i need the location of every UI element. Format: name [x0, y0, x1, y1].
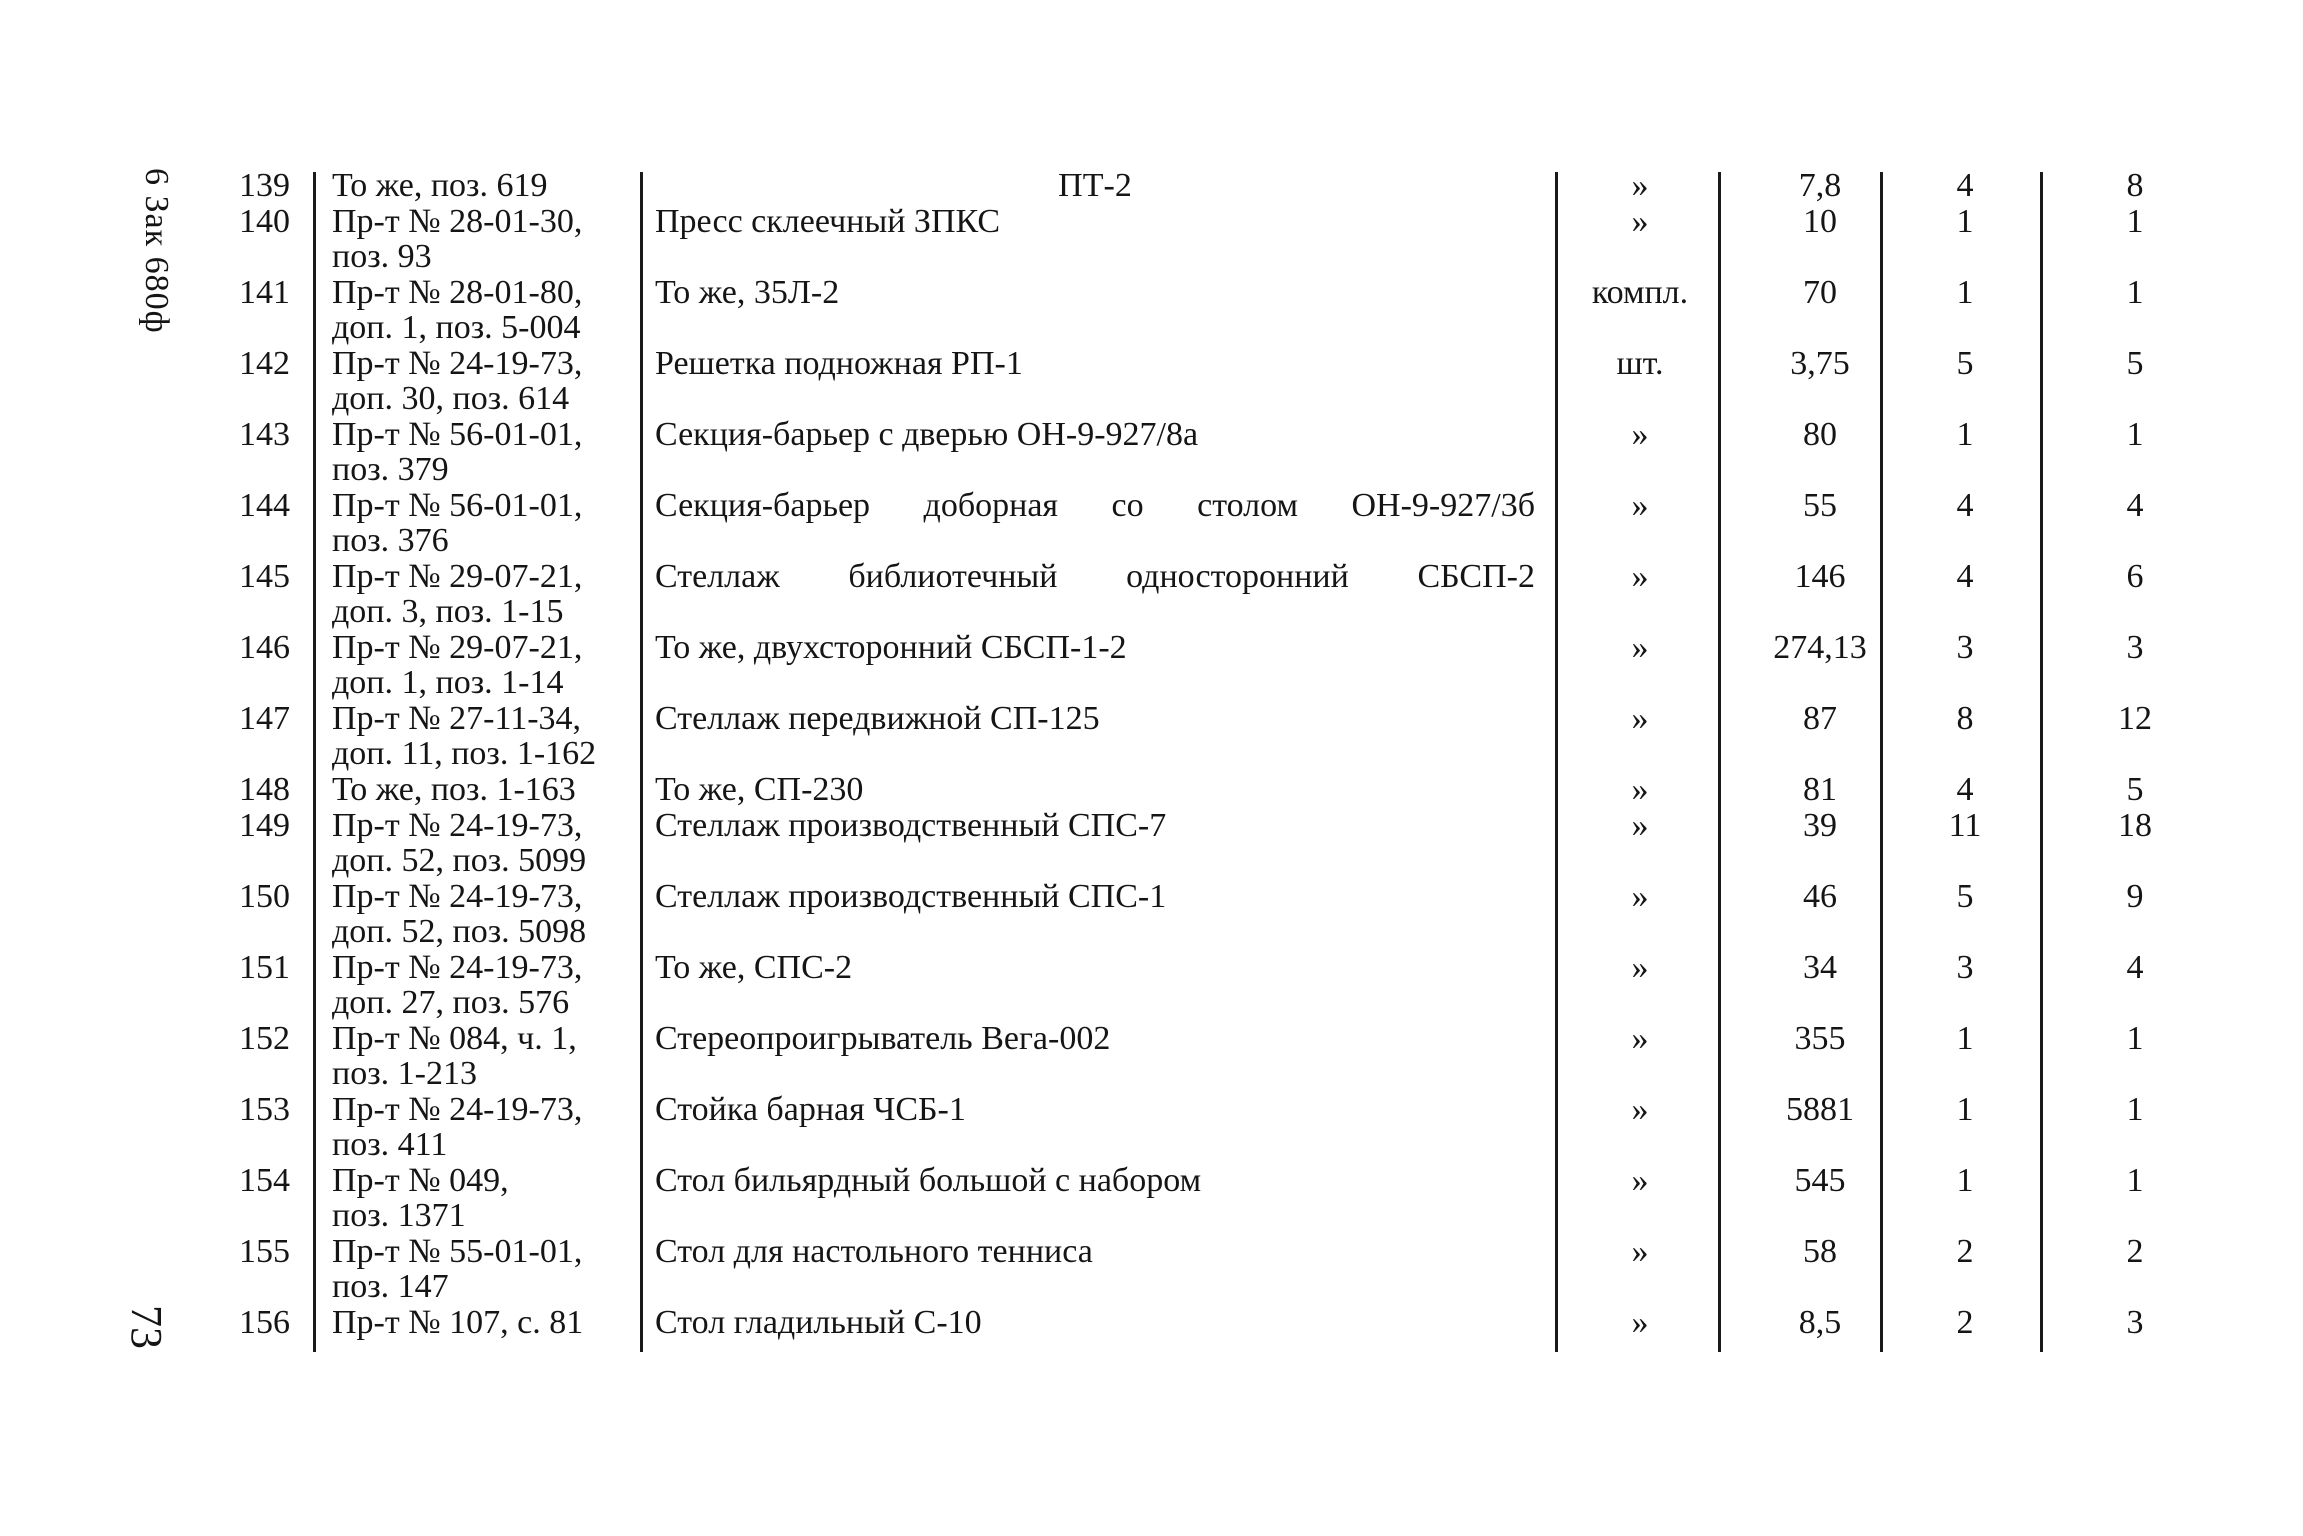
- quantity-2: 1: [2126, 1091, 2144, 1128]
- source-reference: поз. 379: [332, 451, 449, 488]
- source-reference: Пр-т № 107, с. 81: [332, 1304, 584, 1341]
- quantity-1: 1: [1956, 1091, 1974, 1128]
- price: 146: [1794, 558, 1846, 595]
- item-name: Стеллаж библиотечный односторонний СБСП-2: [655, 558, 1535, 595]
- source-reference: Пр-т № 29-07-21,: [332, 558, 583, 595]
- source-reference: Пр-т № 24-19-73,: [332, 949, 583, 986]
- row-number: 146: [239, 629, 290, 666]
- source-reference: доп. 27, поз. 576: [332, 984, 570, 1021]
- row-number: 144: [239, 487, 290, 524]
- source-reference: Пр-т № 049,: [332, 1162, 509, 1199]
- source-reference: Пр-т № 24-19-73,: [332, 1091, 583, 1128]
- price: 8,5: [1798, 1304, 1842, 1341]
- quantity-2: 1: [2126, 1162, 2144, 1199]
- row-number: 145: [239, 558, 290, 595]
- source-reference: Пр-т № 56-01-01,: [332, 487, 583, 524]
- row-number: 150: [239, 878, 290, 915]
- unit: »: [1631, 1162, 1649, 1199]
- price: 355: [1794, 1020, 1846, 1057]
- quantity-1: 1: [1956, 416, 1974, 453]
- quantity-1: 4: [1956, 487, 1974, 524]
- item-name: Решетка подножная РП-1: [655, 345, 1023, 382]
- unit: »: [1631, 629, 1649, 666]
- item-name: То же, СП-230: [655, 771, 864, 808]
- quantity-1: 1: [1956, 1162, 1974, 1199]
- source-reference: поз. 1371: [332, 1197, 466, 1234]
- quantity-2: 3: [2126, 1304, 2144, 1341]
- quantity-2: 1: [2126, 416, 2144, 453]
- price: 81: [1803, 771, 1837, 808]
- source-reference: Пр-т № 28-01-80,: [332, 274, 583, 311]
- item-name: ПТ-2: [1058, 167, 1132, 204]
- source-reference: поз. 376: [332, 522, 449, 559]
- item-name: Пресс склеечный ЗПКС: [655, 203, 1001, 240]
- unit: »: [1631, 558, 1649, 595]
- quantity-2: 6: [2126, 558, 2144, 595]
- unit: »: [1631, 878, 1649, 915]
- source-reference: доп. 1, поз. 1-14: [332, 664, 564, 701]
- quantity-1: 8: [1956, 700, 1974, 737]
- item-name: Стол бильярдный большой с набором: [655, 1162, 1202, 1199]
- price: 10: [1803, 203, 1837, 240]
- quantity-2: 4: [2126, 487, 2144, 524]
- price: 7,8: [1798, 167, 1842, 204]
- quantity-2: 9: [2126, 878, 2144, 915]
- unit: »: [1631, 1091, 1649, 1128]
- source-reference: поз. 411: [332, 1126, 448, 1163]
- quantity-1: 2: [1956, 1304, 1974, 1341]
- row-number: 140: [239, 203, 290, 240]
- quantity-2: 1: [2126, 1020, 2144, 1057]
- price: 87: [1803, 700, 1837, 737]
- item-name: Секция-барьер с дверью ОН-9-927/8а: [655, 416, 1199, 453]
- quantity-1: 3: [1956, 949, 1974, 986]
- quantity-1: 2: [1956, 1233, 1974, 1270]
- source-reference: доп. 52, поз. 5099: [332, 842, 587, 879]
- source-reference: Пр-т № 56-01-01,: [332, 416, 583, 453]
- unit: »: [1631, 167, 1649, 204]
- row-number: 143: [239, 416, 290, 453]
- source-reference: доп. 52, поз. 5098: [332, 913, 587, 950]
- price: 70: [1803, 274, 1837, 311]
- price: 55: [1803, 487, 1837, 524]
- price: 545: [1794, 1162, 1846, 1199]
- row-number: 154: [239, 1162, 290, 1199]
- price: 5881: [1786, 1091, 1854, 1128]
- source-reference: доп. 3, поз. 1-15: [332, 593, 564, 630]
- item-name: Стереопроигрыватель Вега-002: [655, 1020, 1111, 1057]
- source-reference: То же, поз. 1-163: [332, 771, 576, 808]
- column-divider: [2040, 172, 2043, 1352]
- order-reference: 6 Зак 680ф: [138, 168, 175, 334]
- column-divider: [640, 172, 643, 1352]
- row-number: 141: [239, 274, 290, 311]
- quantity-2: 3: [2126, 629, 2144, 666]
- unit: »: [1631, 807, 1649, 844]
- row-number: 149: [239, 807, 290, 844]
- page-number: 73: [122, 1305, 171, 1349]
- quantity-1: 3: [1956, 629, 1974, 666]
- quantity-2: 1: [2126, 203, 2144, 240]
- item-name: Стол гладильный С-10: [655, 1304, 982, 1341]
- source-reference: поз. 1-213: [332, 1055, 477, 1092]
- quantity-2: 4: [2126, 949, 2144, 986]
- price: 39: [1803, 807, 1837, 844]
- row-number: 147: [239, 700, 290, 737]
- quantity-1: 4: [1956, 771, 1974, 808]
- column-divider: [1555, 172, 1558, 1352]
- unit: »: [1631, 949, 1649, 986]
- source-reference: Пр-т № 55-01-01,: [332, 1233, 583, 1270]
- row-number: 155: [239, 1233, 290, 1270]
- source-reference: Пр-т № 27-11-34,: [332, 700, 582, 737]
- source-reference: поз. 93: [332, 238, 432, 275]
- source-reference: Пр-т № 28-01-30,: [332, 203, 583, 240]
- unit: »: [1631, 416, 1649, 453]
- column-divider: [313, 172, 316, 1352]
- quantity-2: 5: [2126, 345, 2144, 382]
- source-reference: Пр-т № 24-19-73,: [332, 878, 583, 915]
- source-reference: То же, поз. 619: [332, 167, 548, 204]
- quantity-1: 11: [1948, 807, 1982, 844]
- price: 3,75: [1790, 345, 1850, 382]
- unit: »: [1631, 1233, 1649, 1270]
- quantity-1: 1: [1956, 1020, 1974, 1057]
- unit: компл.: [1591, 274, 1689, 311]
- row-number: 151: [239, 949, 290, 986]
- unit: »: [1631, 487, 1649, 524]
- quantity-2: 1: [2126, 274, 2144, 311]
- quantity-2: 5: [2126, 771, 2144, 808]
- unit: »: [1631, 1020, 1649, 1057]
- quantity-1: 5: [1956, 345, 1974, 382]
- source-reference: доп. 11, поз. 1-162: [332, 735, 597, 772]
- item-name: То же, 35Л-2: [655, 274, 840, 311]
- source-reference: Пр-т № 24-19-73,: [332, 807, 583, 844]
- price: 58: [1803, 1233, 1837, 1270]
- quantity-2: 18: [2118, 807, 2152, 844]
- unit: »: [1631, 700, 1649, 737]
- row-number: 139: [239, 167, 290, 204]
- source-reference: Пр-т № 24-19-73,: [332, 345, 583, 382]
- item-name: То же, СПС-2: [655, 949, 853, 986]
- quantity-2: 12: [2118, 700, 2152, 737]
- price: 46: [1803, 878, 1837, 915]
- quantity-1: 1: [1956, 274, 1974, 311]
- quantity-1: 4: [1956, 167, 1974, 204]
- quantity-2: 8: [2126, 167, 2144, 204]
- source-reference: Пр-т № 29-07-21,: [332, 629, 583, 666]
- source-reference: доп. 1, поз. 5-004: [332, 309, 581, 346]
- unit: шт.: [1616, 345, 1664, 382]
- source-reference: доп. 30, поз. 614: [332, 380, 570, 417]
- quantity-1: 5: [1956, 878, 1974, 915]
- column-divider: [1718, 172, 1721, 1352]
- quantity-1: 1: [1956, 203, 1974, 240]
- row-number: 142: [239, 345, 290, 382]
- unit: »: [1631, 771, 1649, 808]
- row-number: 153: [239, 1091, 290, 1128]
- item-name: Стеллаж передвижной СП-125: [655, 700, 1100, 737]
- item-name: Стол для настольного тенниса: [655, 1233, 1093, 1270]
- unit: »: [1631, 203, 1649, 240]
- unit: »: [1631, 1304, 1649, 1341]
- item-name: Секция-барьер доборная со столом ОН-9-927/3б: [655, 487, 1535, 524]
- item-name: Стеллаж производственный СПС-1: [655, 878, 1167, 915]
- row-number: 156: [239, 1304, 290, 1341]
- quantity-2: 2: [2126, 1233, 2144, 1270]
- quantity-1: 4: [1956, 558, 1974, 595]
- row-number: 148: [239, 771, 290, 808]
- price: 274,13: [1773, 629, 1867, 666]
- price: 34: [1803, 949, 1837, 986]
- price: 80: [1803, 416, 1837, 453]
- item-name: Стойка барная ЧСБ-1: [655, 1091, 966, 1128]
- item-name: То же, двухсторонний СБСП-1-2: [655, 629, 1127, 666]
- item-name: Стеллаж производственный СПС-7: [655, 807, 1167, 844]
- source-reference: Пр-т № 084, ч. 1,: [332, 1020, 577, 1057]
- row-number: 152: [239, 1020, 290, 1057]
- source-reference: поз. 147: [332, 1268, 449, 1305]
